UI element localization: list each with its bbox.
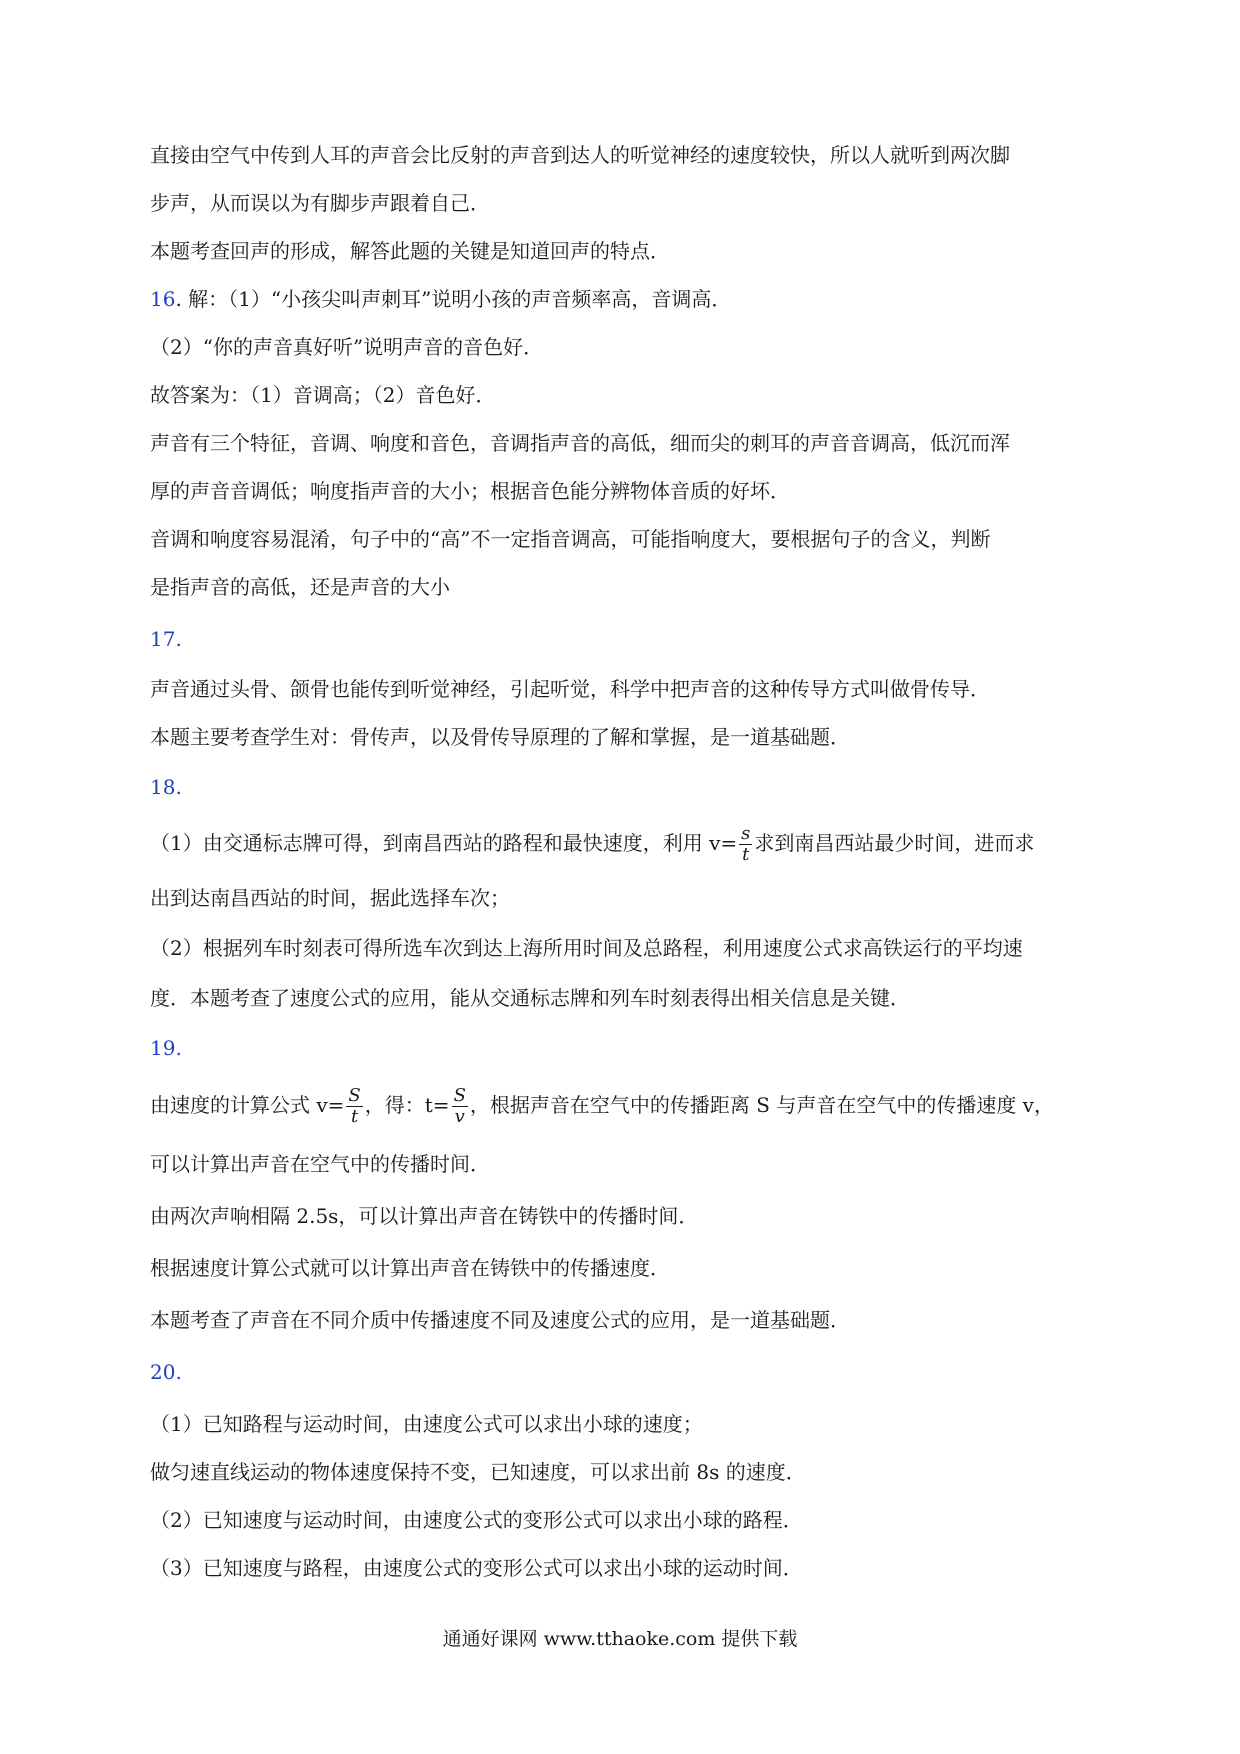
text-segment: . 解：（1）“小孩尖叫声刺耳”说明小孩的声音频率高，音调高． bbox=[175, 287, 732, 311]
text-line: 是指声音的高低，还是声音的大小 bbox=[150, 575, 450, 599]
question-number-16: 16 bbox=[150, 287, 176, 311]
text-line: （2）根据列车时刻表可得所选车次到达上海所用时间及总路程，利用速度公式求高铁运行的平均速 bbox=[150, 936, 1023, 960]
fraction-numerator: s bbox=[741, 823, 751, 844]
text-line: 本题考查了声音在不同介质中传播速度不同及速度公式的应用，是一道基础题． bbox=[150, 1308, 850, 1332]
question-number-19: 19. bbox=[150, 1036, 182, 1060]
text-line: 可以计算出声音在空气中的传播时间． bbox=[150, 1152, 490, 1176]
answer-18-line-with-formula bbox=[150, 824, 1034, 865]
question-number-20: 20. bbox=[150, 1360, 182, 1384]
text-line: 步声，从而误以为有脚步声跟着自己． bbox=[150, 191, 490, 215]
fraction-numerator: S bbox=[453, 1085, 466, 1106]
formula-fraction-s-over-t bbox=[346, 1086, 362, 1127]
page-footer: 通通好课网 www.tthaoke.com 提供下载 bbox=[442, 1628, 798, 1650]
fraction-denominator: t bbox=[350, 1106, 359, 1127]
text-line: 声音通过头骨、颌骨也能传到听觉神经，引起听觉，科学中把声音的这种传导方式叫做骨传导． bbox=[150, 677, 990, 701]
text-line: （2）“你的声音真好听”说明声音的音色好． bbox=[150, 335, 544, 359]
formula-fraction-s-over-t bbox=[739, 824, 752, 865]
text-line: （2）已知速度与运动时间，由速度公式的变形公式可以求出小球的路程． bbox=[150, 1508, 803, 1532]
text-line: 做匀速直线运动的物体速度保持不变，已知速度，可以求出前 8s 的速度． bbox=[150, 1460, 806, 1484]
text-line: （3）已知速度与路程，由速度公式的变形公式可以求出小球的运动时间． bbox=[150, 1556, 803, 1580]
fraction-denominator: v bbox=[454, 1106, 465, 1127]
text-line: 由两次声响相隔 2.5s，可以计算出声音在铸铁中的传播时间． bbox=[150, 1204, 699, 1228]
fraction-numerator: S bbox=[348, 1085, 361, 1106]
answer-19-line-with-formula bbox=[150, 1086, 1054, 1127]
text-segment: 求到南昌西站最少时间，进而求 bbox=[754, 831, 1035, 855]
text-line: 故答案为：（1）音调高；（2）音色好． bbox=[150, 383, 496, 407]
question-number-17: 17. bbox=[150, 627, 182, 651]
text-line: 本题主要考查学生对：骨传声，以及骨传导原理的了解和掌握，是一道基础题． bbox=[150, 725, 850, 749]
formula-fraction-s-over-v bbox=[452, 1086, 468, 1127]
text-segment: 由速度的计算公式 v= bbox=[150, 1093, 345, 1117]
text-segment: （1）由交通标志牌可得，到南昌西站的路程和最快速度，利用 v= bbox=[150, 831, 738, 855]
text-segment: ，根据声音在空气中的传播距离 S 与声音在空气中的传播速度 v， bbox=[469, 1093, 1054, 1117]
text-line: 出到达南昌西站的时间，据此选择车次； bbox=[150, 886, 510, 910]
text-line: 度．本题考查了速度公式的应用，能从交通标志牌和列车时刻表得出相关信息是关键． bbox=[150, 986, 910, 1010]
text-line: 根据速度计算公式就可以计算出声音在铸铁中的传播速度． bbox=[150, 1256, 670, 1280]
answer-16-line bbox=[150, 285, 731, 313]
text-line: 音调和响度容易混淆，句子中的“高”不一定指音调高，可能指响度大，要根据句子的含义，判断 bbox=[150, 527, 991, 551]
text-line: 声音有三个特征，音调、响度和音色，音调指声音的高低，细而尖的刺耳的声音音调高，低沉而浑 bbox=[150, 431, 1010, 455]
fraction-denominator: t bbox=[742, 844, 750, 865]
text-line: 厚的声音音调低；响度指声音的大小；根据音色能分辨物体音质的好坏． bbox=[150, 479, 790, 503]
text-line: 本题考查回声的形成，解答此题的关键是知道回声的特点． bbox=[150, 239, 670, 263]
text-line: （1）已知路程与运动时间，由速度公式可以求出小球的速度； bbox=[150, 1412, 703, 1436]
text-segment: ，得：t= bbox=[364, 1093, 450, 1117]
question-number-18: 18. bbox=[150, 775, 182, 799]
text-line: 直接由空气中传到人耳的声音会比反射的声音到达人的听觉神经的速度较快，所以人就听到两次脚 bbox=[150, 143, 1010, 167]
